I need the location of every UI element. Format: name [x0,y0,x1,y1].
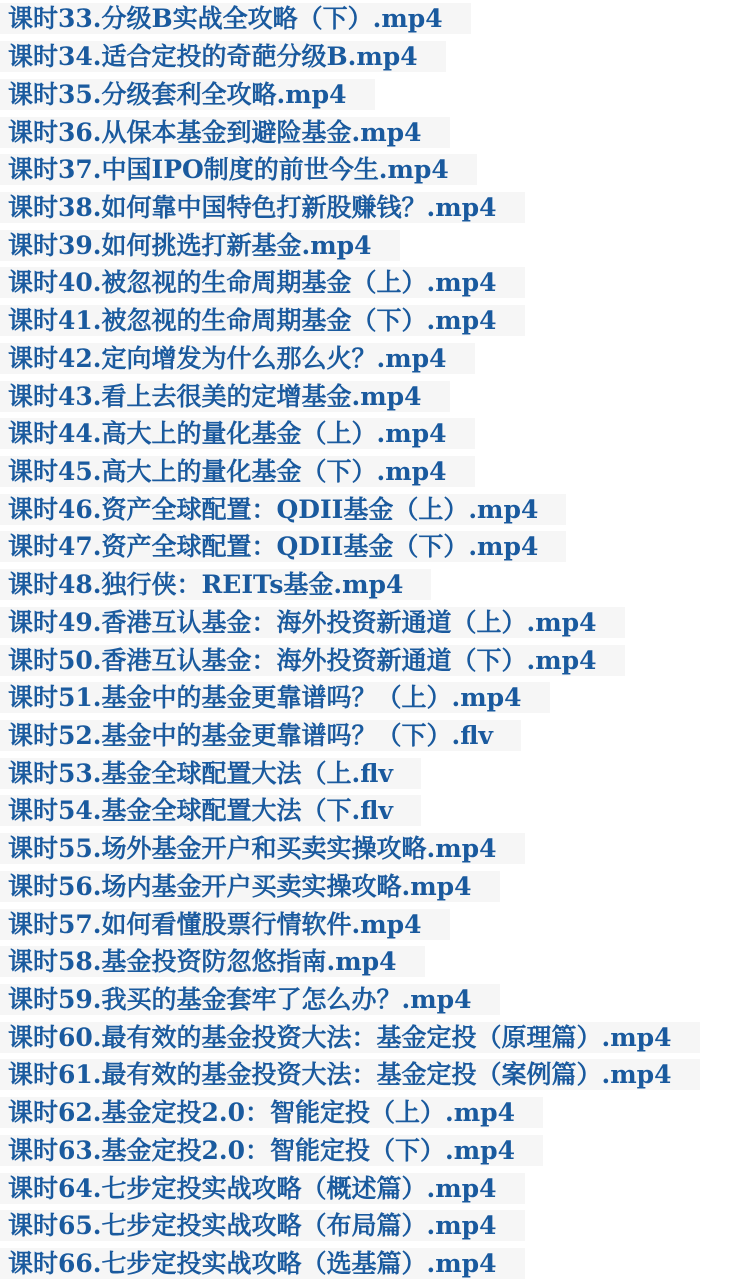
list-item[interactable] [0,868,750,906]
list-item[interactable] [0,1018,750,1056]
list-item[interactable] [0,151,750,189]
list-item[interactable] [0,905,750,943]
file-link-label: 课时63.基金定投2.0：智能定投（下）.mp4 [0,1135,543,1166]
list-item[interactable] [0,490,750,528]
list-item[interactable] [0,1132,750,1170]
file-link-label: 课时43.看上去很美的定增基金.mp4 [0,381,450,412]
list-item[interactable] [0,717,750,755]
list-item[interactable] [0,113,750,151]
file-link-label: 课时36.从保本基金到避险基金.mp4 [0,117,450,148]
file-link-label: 课时53.基金全球配置大法（上.flv [0,758,421,789]
file-link-label: 课时33.分级B实战全攻略（下）.mp4 [0,3,471,34]
list-item[interactable] [0,943,750,981]
file-link-label: 课时56.场内基金开户买卖实操攻略.mp4 [0,871,500,902]
file-link-label: 课时61.最有效的基金投资大法：基金定投（案例篇）.mp4 [0,1059,700,1090]
list-item[interactable] [0,302,750,340]
file-link-label: 课时44.高大上的量化基金（上）.mp4 [0,418,475,449]
file-link-label: 课时37.中国IPO制度的前世今生.mp4 [0,154,477,185]
list-item[interactable] [0,566,750,604]
list-item[interactable] [0,1056,750,1094]
file-link-label: 课时39.如何挑选打新基金.mp4 [0,230,400,261]
list-item[interactable] [0,377,750,415]
list-item[interactable] [0,641,750,679]
list-item[interactable] [0,38,750,76]
file-link-label: 课时34.适合定投的奇葩分级B.mp4 [0,41,446,72]
list-item[interactable] [0,189,750,227]
list-item[interactable] [0,1094,750,1132]
file-link-label: 课时54.基金全球配置大法（下.flv [0,795,421,826]
file-link-label: 课时55.场外基金开户和买卖实操攻略.mp4 [0,833,525,864]
list-item[interactable] [0,754,750,792]
list-item[interactable] [0,1245,750,1282]
file-link-label: 课时62.基金定投2.0：智能定投（上）.mp4 [0,1097,543,1128]
file-link-label: 课时51.基金中的基金更靠谱吗？（上）.mp4 [0,682,550,713]
file-link-label: 课时65.七步定投实战攻略（布局篇）.mp4 [0,1210,525,1241]
file-link-label: 课时38.如何靠中国特色打新股赚钱？.mp4 [0,192,525,223]
file-link-label: 课时60.最有效的基金投资大法：基金定投（原理篇）.mp4 [0,1022,700,1053]
file-link-label: 课时59.我买的基金套牢了怎么办？.mp4 [0,984,500,1015]
file-link-label: 课时50.香港互认基金：海外投资新通道（下）.mp4 [0,645,625,676]
file-link-label: 课时46.资产全球配置：QDII基金（上）.mp4 [0,494,566,525]
file-link-label: 课时45.高大上的量化基金（下）.mp4 [0,456,475,487]
file-link-label: 课时49.香港互认基金：海外投资新通道（上）.mp4 [0,607,625,638]
list-item[interactable] [0,264,750,302]
list-item[interactable] [0,415,750,453]
list-item[interactable] [0,830,750,868]
list-item[interactable] [0,1169,750,1207]
list-item[interactable] [0,453,750,491]
list-item[interactable] [0,528,750,566]
file-link-label: 课时57.如何看懂股票行情软件.mp4 [0,909,450,940]
list-item[interactable] [0,339,750,377]
file-link-label: 课时64.七步定投实战攻略（概述篇）.mp4 [0,1173,525,1204]
file-link-label: 课时58.基金投资防忽悠指南.mp4 [0,946,425,977]
file-link-label: 课时66.七步定投实战攻略（选基篇）.mp4 [0,1248,525,1279]
list-item[interactable] [0,679,750,717]
list-item[interactable] [0,226,750,264]
list-item[interactable] [0,75,750,113]
file-link-label: 课时48.独行侠：REITs基金.mp4 [0,569,431,600]
file-link-label: 课时42.定向增发为什么那么火？.mp4 [0,343,475,374]
list-item[interactable] [0,1207,750,1245]
file-link-label: 课时41.被忽视的生命周期基金（下）.mp4 [0,305,525,336]
list-item[interactable] [0,981,750,1019]
file-link-label: 课时35.分级套利全攻略.mp4 [0,79,375,110]
file-link-label: 课时47.资产全球配置：QDII基金（下）.mp4 [0,531,566,562]
list-item[interactable] [0,604,750,642]
list-item[interactable] [0,0,750,38]
file-link-label: 课时40.被忽视的生命周期基金（上）.mp4 [0,267,525,298]
list-item[interactable] [0,792,750,830]
file-link-label: 课时52.基金中的基金更靠谱吗？（下）.flv [0,720,521,751]
